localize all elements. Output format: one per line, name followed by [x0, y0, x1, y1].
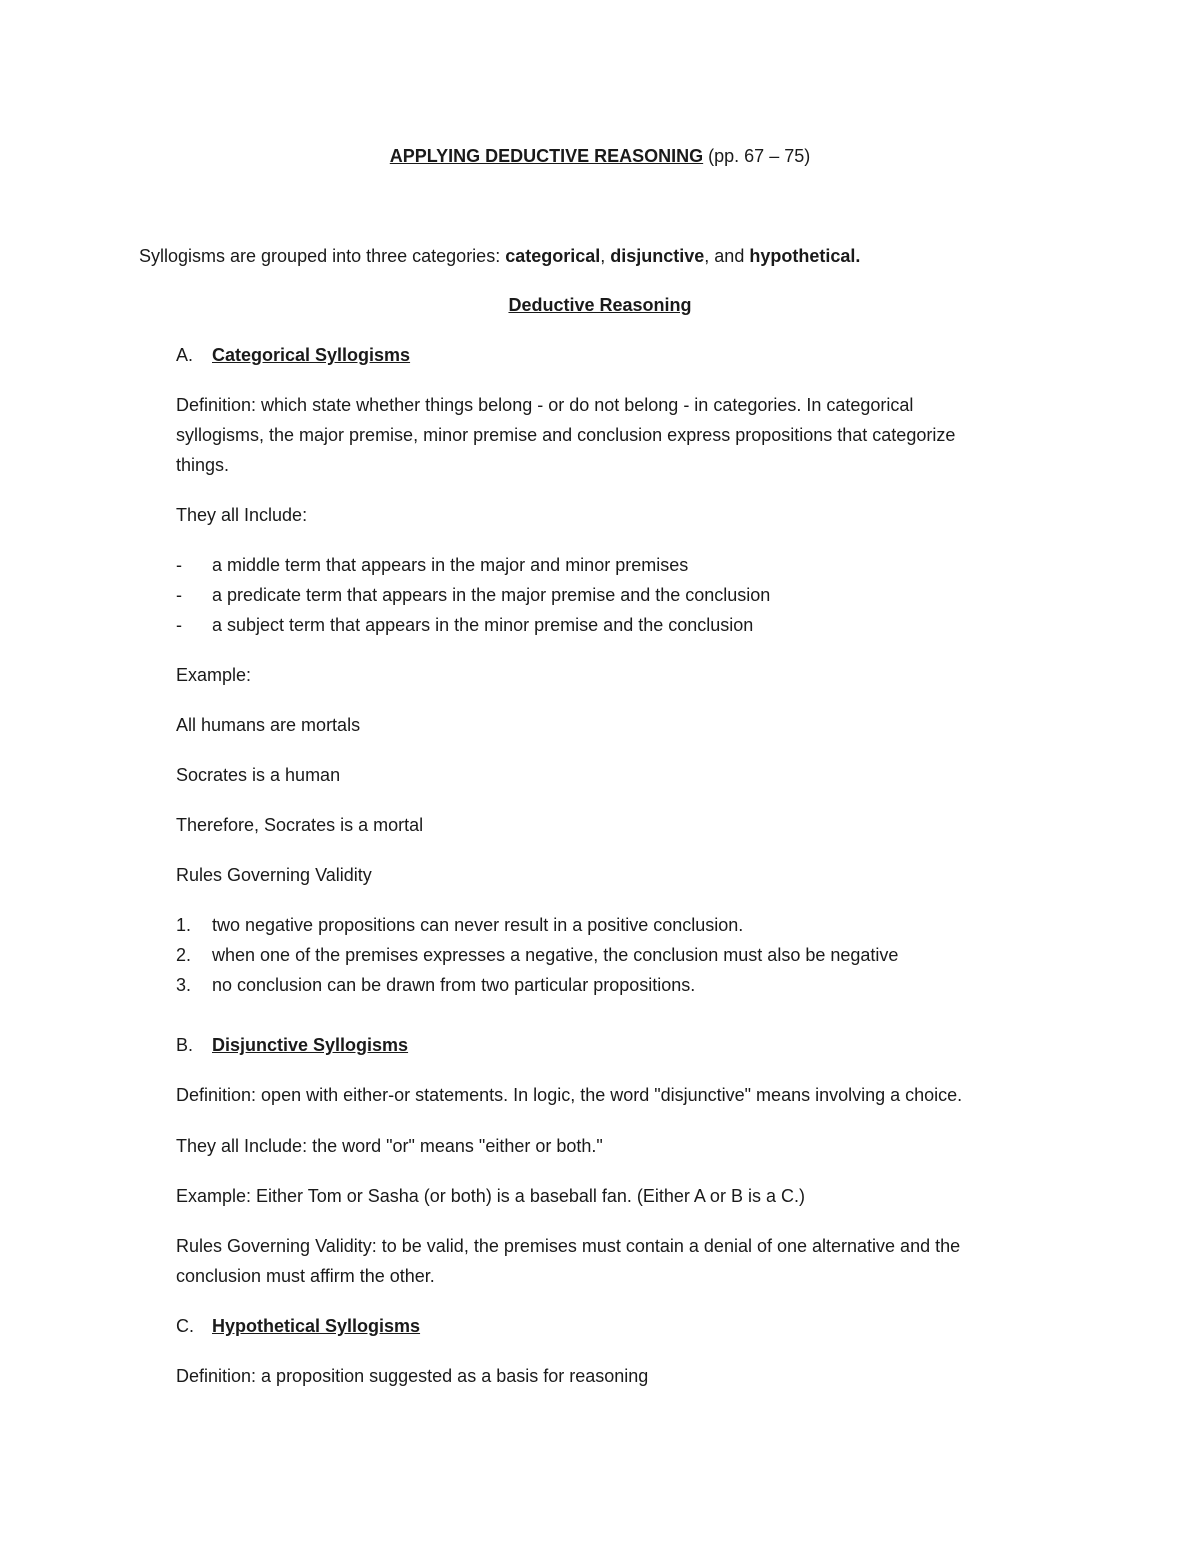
list-item-text: a subject term that appears in the minor premise and the conclusion — [212, 615, 754, 635]
list-item — [0, 610, 1200, 640]
section-c-marker: C. — [176, 1316, 194, 1336]
list-item-text: no conclusion can be drawn from two particular propositions. — [212, 975, 696, 995]
list-item — [0, 940, 1200, 970]
section-b-definition: Definition: open with either-or statements. In logic, the word "disjunctive" means involving a choice. — [176, 1085, 963, 1105]
list-item-text: a predicate term that appears in the major premise and the conclusion — [212, 585, 771, 605]
intro-category-disjunctive: disjunctive — [610, 246, 705, 266]
section-a-title: Categorical Syllogisms — [212, 345, 411, 365]
list-item — [0, 550, 1200, 580]
section-b-heading — [0, 1030, 1200, 1060]
list-item-text: two negative propositions can never result in a positive conclusion. — [212, 915, 744, 935]
list-item-text: a middle term that appears in the major and minor premises — [212, 555, 689, 575]
list-item — [0, 580, 1200, 610]
section-c-title: Hypothetical Syllogisms — [212, 1316, 421, 1336]
intro-paragraph — [139, 241, 860, 271]
title-pages: (pp. 67 – 75) — [703, 146, 811, 166]
section-heading — [0, 290, 1200, 320]
number-marker: 2. — [176, 945, 192, 965]
section-heading-text: Deductive Reasoning — [508, 295, 692, 315]
bullet-marker: - — [176, 585, 182, 605]
list-item — [0, 910, 1200, 940]
section-b-rules-line: Rules Governing Validity: to be valid, the premises must contain a denial of one alternative and the — [176, 1236, 961, 1256]
example-line: All humans are mortals — [176, 715, 361, 735]
section-b-rules-line: conclusion must affirm the other. — [176, 1266, 435, 1286]
intro-category-categorical: categorical — [505, 246, 601, 266]
section-a-include-label: They all Include: — [176, 505, 308, 525]
section-a-marker: A. — [176, 345, 194, 365]
title-main: APPLYING DEDUCTIVE REASONING — [389, 146, 704, 166]
section-c-definition: Definition: a proposition suggested as a basis for reasoning — [176, 1366, 649, 1386]
section-b-include: They all Include: the word "or" means "either or both." — [176, 1136, 603, 1156]
list-item-text: when one of the premises expresses a negative, the conclusion must also be negative — [212, 945, 899, 965]
section-a-example-label: Example: — [176, 665, 252, 685]
intro-end: . — [855, 246, 861, 266]
list-item — [0, 970, 1200, 1000]
intro-separator: , — [600, 246, 611, 266]
number-marker: 1. — [176, 915, 192, 935]
section-a-definition-line: Definition: which state whether things belong - or do not belong - in categories. In categorical — [176, 395, 914, 415]
number-marker: 3. — [176, 975, 192, 995]
intro-separator: , and — [704, 246, 750, 266]
section-a-heading — [0, 340, 1200, 370]
section-b-example: Example: Either Tom or Sasha (or both) is a baseball fan. (Either A or B is a C.) — [176, 1186, 805, 1206]
bullet-marker: - — [176, 555, 182, 575]
section-a-definition-line: things. — [176, 455, 230, 475]
section-c-heading — [0, 1311, 1200, 1341]
example-line: Therefore, Socrates is a mortal — [176, 815, 424, 835]
section-a-definition-line: syllogisms, the major premise, minor premise and conclusion express propositions that categorize — [176, 425, 956, 445]
section-a-rules-label: Rules Governing Validity — [176, 865, 372, 885]
example-line: Socrates is a human — [176, 765, 341, 785]
bullet-marker: - — [176, 615, 182, 635]
page-title — [0, 141, 1200, 171]
intro-text: Syllogisms are grouped into three categories: — [139, 246, 506, 266]
section-b-marker: B. — [176, 1035, 194, 1055]
section-b-title: Disjunctive Syllogisms — [212, 1035, 409, 1055]
intro-category-hypothetical: hypothetical — [749, 246, 856, 266]
